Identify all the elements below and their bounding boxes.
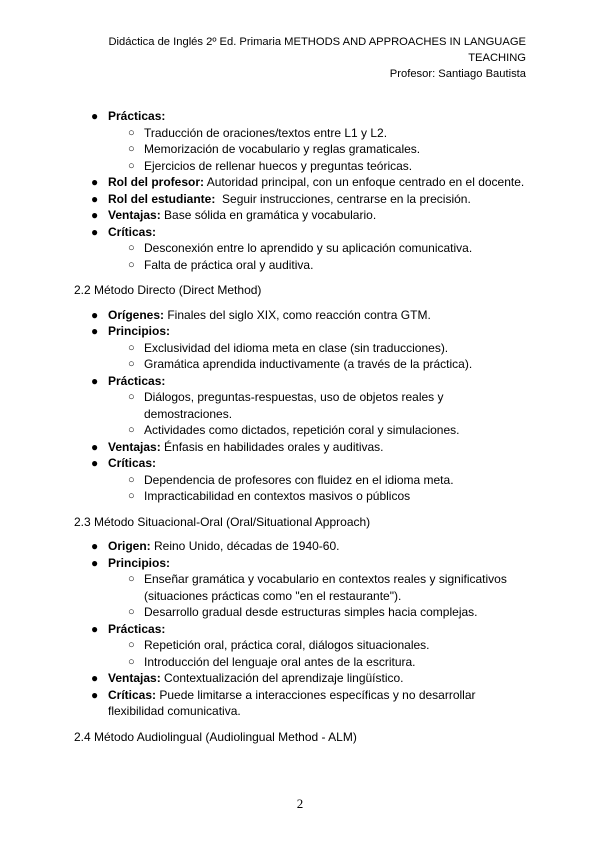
circle-bullet-icon: ○	[128, 126, 135, 139]
list-item	[74, 207, 534, 224]
item-text: Actividades como dictados, repetición coral y simulaciones.	[144, 423, 460, 437]
circle-bullet-icon: ○	[128, 258, 135, 271]
situational-criticas-label: Críticas:	[108, 687, 157, 702]
list-item	[74, 555, 534, 621]
list-item	[108, 637, 534, 654]
sublist	[108, 389, 534, 439]
bullet-icon: ●	[91, 687, 99, 702]
bullet-icon: ●	[91, 621, 99, 636]
item-text: Exclusividad del idioma meta en clase (sin traducciones).	[144, 340, 449, 355]
document-body	[74, 108, 534, 753]
direct-criticas-label: Críticas:	[108, 456, 157, 470]
item-text: Impracticabilidad en contextos masivos o públicos	[144, 489, 411, 503]
header-course-line: Didáctica de Inglés 2º Ed. Primaria METHODS AND APPROACHES IN LANGUAGE	[108, 36, 526, 48]
gtm-rol-profesor-label: Rol del profesor:	[108, 175, 205, 189]
list-item	[108, 604, 534, 621]
situational-origen-label: Origen:	[108, 539, 151, 553]
gtm-list	[74, 108, 534, 273]
list-item	[74, 191, 534, 208]
bullet-icon: ●	[91, 307, 99, 322]
circle-bullet-icon: ○	[128, 242, 135, 254]
list-item	[108, 158, 534, 175]
direct-practicas-label: Prácticas:	[108, 373, 166, 388]
item-text: Dependencia de profesores con fluidez en el idioma meta.	[144, 472, 454, 487]
list-item	[108, 340, 534, 357]
circle-bullet-icon: ○	[128, 655, 135, 668]
bullet-icon: ●	[91, 439, 99, 454]
list-item	[108, 422, 534, 439]
circle-bullet-icon: ○	[128, 639, 135, 651]
item-text: Desarrollo gradual desde estructuras simples hacia complejas.	[144, 605, 478, 619]
list-item	[108, 356, 534, 373]
item-text: Enseñar gramática y vocabulario en contextos reales y significativos (situaciones prácticas como "en el restaurante").	[144, 572, 507, 603]
item-text: Ejercicios de rellenar huecos y preguntas teóricas.	[144, 158, 413, 173]
section-title-situational: 2.3 Método Situacional-Oral (Oral/Situational Approach)	[74, 514, 371, 529]
bullet-icon: ●	[91, 539, 99, 553]
direct-list	[74, 307, 534, 505]
list-item	[108, 571, 534, 604]
sublist	[108, 571, 534, 621]
bullet-icon: ●	[91, 208, 99, 222]
bullet-icon: ●	[91, 109, 99, 123]
item-text: Base sólida en gramática y vocabulario.	[160, 208, 377, 222]
circle-bullet-icon: ○	[128, 143, 135, 155]
list-item	[108, 240, 534, 257]
list-item	[108, 389, 534, 422]
header-course-line-cont: TEACHING	[468, 52, 526, 64]
circle-bullet-icon: ○	[128, 391, 135, 403]
item-text: Diálogos, preguntas-respuestas, uso de objetos reales y demostraciones.	[144, 390, 444, 421]
list-item	[74, 307, 534, 324]
list-item	[74, 439, 534, 456]
item-text: Introducción del lenguaje oral antes de la escritura.	[144, 654, 416, 669]
item-text: Contextualización del aprendizaje lingüístico.	[160, 671, 404, 685]
item-text: Énfasis en habilidades orales y auditivas.	[160, 439, 384, 454]
list-item	[74, 323, 534, 373]
bullet-icon: ●	[91, 191, 99, 206]
item-text: Memorización de vocabulario y reglas gramaticales.	[144, 142, 421, 156]
bullet-icon: ●	[91, 456, 99, 470]
bullet-icon: ●	[91, 175, 99, 189]
sublist	[108, 340, 534, 373]
sublist	[108, 125, 534, 175]
sublist	[108, 240, 534, 273]
list-item	[108, 472, 534, 489]
circle-bullet-icon: ○	[128, 358, 135, 370]
list-item	[74, 108, 534, 174]
situational-ventajas-label: Ventajas:	[108, 671, 161, 685]
page-number: 2	[296, 796, 304, 811]
item-text: Reino Unido, décadas de 1940-60.	[150, 539, 340, 553]
circle-bullet-icon: ○	[128, 573, 135, 585]
list-item	[108, 488, 534, 505]
circle-bullet-icon: ○	[128, 490, 135, 502]
gtm-practicas-label: Prácticas:	[108, 109, 166, 123]
circle-bullet-icon: ○	[128, 606, 135, 618]
circle-bullet-icon: ○	[128, 424, 135, 436]
bullet-icon: ●	[91, 671, 99, 685]
item-text: Desconexión entre lo aprendido y su aplicación comunicativa.	[144, 241, 473, 255]
sublist	[108, 637, 534, 670]
list-item	[108, 125, 534, 142]
bullet-icon: ●	[91, 373, 99, 388]
header-professor: Profesor: Santiago Bautista	[389, 68, 526, 80]
list-item	[74, 224, 534, 274]
item-text: Gramática aprendida inductivamente (a través de la práctica).	[144, 357, 473, 371]
item-text: Puede limitarse a interacciones específicas y no desarrollar flexibilidad comunicativa.	[108, 687, 476, 718]
list-item	[74, 621, 534, 671]
item-text: Traducción de oraciones/textos entre L1 y L2.	[144, 125, 388, 140]
gtm-ventajas-label: Ventajas:	[108, 208, 161, 222]
list-item	[108, 141, 534, 158]
gtm-rol-estudiante-label: Rol del estudiante:	[108, 191, 216, 206]
situational-principios-label: Principios:	[108, 555, 171, 570]
list-item	[74, 670, 534, 687]
page-header	[46, 34, 526, 82]
item-text: Autoridad principal, con un enfoque centrado en el docente.	[204, 175, 525, 189]
section-title-audiolingual: 2.4 Método Audiolingual (Audiolingual Method - ALM)	[74, 729, 357, 744]
list-item	[74, 687, 534, 720]
circle-bullet-icon: ○	[128, 159, 135, 172]
situational-list	[74, 538, 534, 720]
item-text: Seguir instrucciones, centrarse en la precisión.	[215, 191, 471, 206]
list-item	[108, 257, 534, 274]
list-item	[108, 654, 534, 671]
gtm-criticas-label: Críticas:	[108, 224, 157, 239]
item-text: Falta de práctica oral y auditiva.	[144, 257, 314, 272]
item-text: Repetición oral, práctica coral, diálogos situacionales.	[144, 638, 430, 652]
situational-practicas-label: Prácticas:	[108, 621, 166, 636]
list-item	[74, 174, 534, 191]
item-text: Finales del siglo XIX, como reacción contra GTM.	[164, 307, 431, 322]
bullet-icon: ●	[91, 555, 99, 570]
bullet-icon: ●	[91, 224, 99, 239]
circle-bullet-icon: ○	[128, 473, 135, 486]
direct-principios-label: Principios:	[108, 324, 171, 338]
list-item	[74, 373, 534, 439]
section-title-direct: 2.2 Método Directo (Direct Method)	[74, 283, 262, 297]
direct-ventajas-label: Ventajas:	[108, 439, 161, 454]
sublist	[108, 472, 534, 505]
list-item	[74, 455, 534, 505]
circle-bullet-icon: ○	[128, 341, 135, 354]
bullet-icon: ●	[91, 324, 99, 338]
list-item	[74, 538, 534, 555]
direct-origenes-label: Orígenes:	[108, 307, 165, 322]
